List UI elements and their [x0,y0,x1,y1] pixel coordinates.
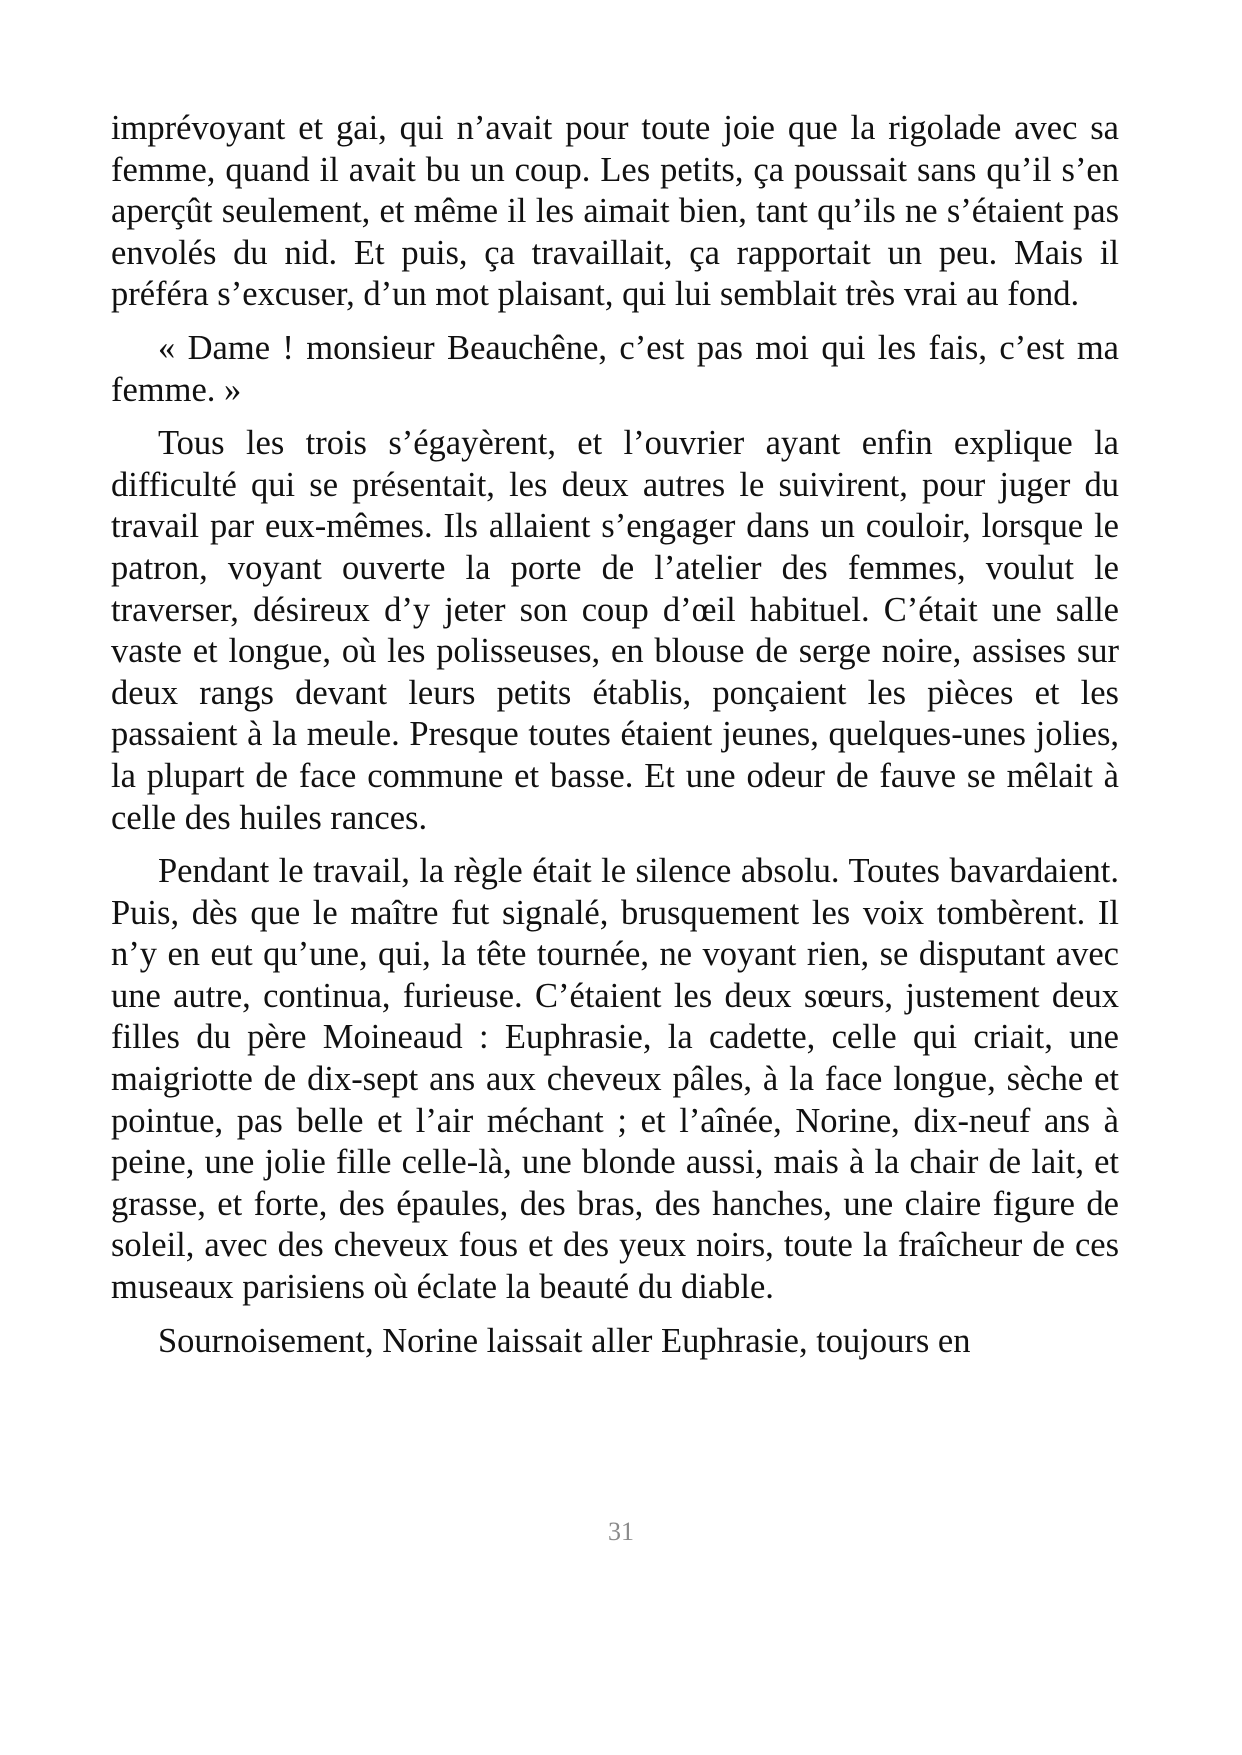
paragraph-dialogue: « Dame ! monsieur Beauchêne, c’est pas moi qui les fais, c’est ma femme. » [111,328,1119,409]
page-number: 31 [608,1517,634,1546]
paragraph: Pendant le travail, la règle était le silence absolu. Toutes bavardaient. Puis, dès que le maître fut signalé, brusquement les voix tombèrent. Il n’y en eut qu’une, qui, la tête tournée, ne voyant rien, se disputant avec une autre, continua, furieuse. C’étaient les deux sœurs, justement deux filles du père Moineaud : Euphrasie, la cadette, celle qui criait, une maigriotte de dix-sept ans aux cheveux pâles, à la face longue, sèche et pointue, pas belle et l’air méchant ; et l’aînée, Norine, dix-neuf ans à peine, une jolie fille celle-là, une blonde aussi, mais à la chair de lait, et grasse, et forte, des épaules, des bras, des hanches, une claire figure de soleil, avec des cheveux fous et des yeux noirs, toute la fraîcheur de ces museaux parisiens où éclate la beauté du diable. [111,852,1119,1307]
paragraph: Sournoisement, Norine laissait aller Euphrasie, toujours en [158,1321,971,1360]
body-text [111,108,1119,1374]
paragraph: Tous les trois s’égayèrent, et l’ouvrier ayant enfin explique la difficulté qui se présentait, les deux autres le suivirent, pour juger du travail par eux-mêmes. Ils allaient s’engager dans un couloir, lorsque le patron, voyant ouverte la porte de l’atelier des femmes, voulut le traverser, désireux d’y jeter son coup d’œil habituel. C’était une salle vaste et longue, où les polisseuses, en blouse de serge noire, assises sur deux rangs devant leurs petits établis, ponçaient les pièces et les passaient à la meule. Presque toutes étaient jeunes, quelques-unes jolies, la plupart de face commune et basse. Et une odeur de fauve se mêlait à celle des huiles rances. [111,424,1119,837]
paragraph-continuation: imprévoyant et gai, qui n’avait pour toute joie que la rigolade avec sa femme, quand il avait bu un coup. Les petits, ça poussait sans qu’il s’en aperçût seulement, et même il les aimait bien, tant qu’ils ne s’étaient pas envolés du nid. Et puis, ça travaillait, ça rapportait un peu. Mais il préféra s’excuser, d’un mot plaisant, qui lui semblait très vrai au fond. [111,109,1119,314]
